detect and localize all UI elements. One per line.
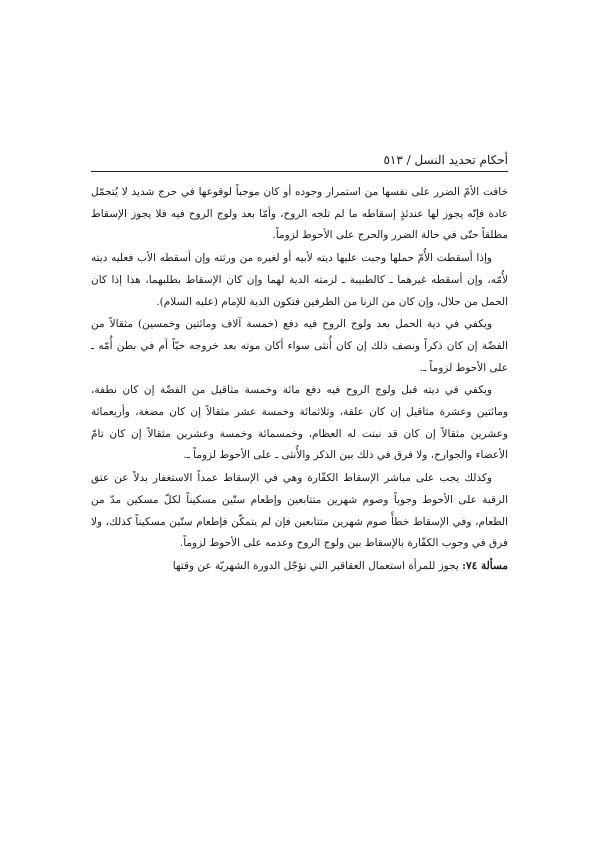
running-title: أحكام تحديد النسل / ٥١٣: [383, 153, 508, 167]
paragraph-4: ويكفي في ديته قبل ولوج الروح فيه دفع مائة وخمسة مثاقيل من الفضّة إن كان نطفة، ومائتين وعشرة مثاقيل إن كان علقة، وثلاثمائة وخمسة عشر مثقالاً إن كان مضغة، وأربعمائة وعشرين مثقالاً إن كان قد نبتت له العظام، وخمسمائة وخمسة وعشرين مثقالاً إن كان تامّ الأعضاء والجوارح، ولا فرق في ذلك بين الذكر والأُنثى ـ على الأحوط لزوماً ـ.: [91, 384, 508, 462]
issue-text: يجوز للمرأة استعمال العقاقير التي تؤجّل الدورة الشهريّة عن وقتها: [172, 559, 463, 572]
running-header: [91, 152, 508, 168]
paragraph-3: ويكفي في دية الحمل بعد ولوج الروح فيه دفع (خمسة آلاف ومائتين وخمسين) مثقالاً من الفضّة إن كان ذكراً ونصف ذلك إن كان أُنثى سواء أكان موته بعد خروجه حيّاً أم في بطن أُمّه ـ على الأحوط لزوماً ـ.: [91, 318, 508, 374]
paragraph-2: وإذا أسقطت الأُمّ حملها وجبت عليها ديته لأبيه أو لغيره من ورثته وإن أسقطه الأب فعليه ديته لأُمّه، وإن أسقطه غيرهما ـ كالطبيبة ـ لزمته الدية لهما وإن كان الإسقاط بطلبهما، هذا إذا كان الحمل من حلال، وإن كان من الزنا من الطرفين فتكون الدية للإمام (عليه السلام).: [91, 252, 508, 308]
paragraph-1: خافت الأمّ الضرر على نفسها من استمرار وجوده أو كان موجباً لوقوعها في حرج شديد لا يُتحمّل عادة فإنّه يجوز لها عندئذٍ إسقاطه ما لم تلجه الروح، وأمّا بعد ولوج الروح فيه فلا يجوز الإسقاط مطلقاً حتّى في حالة الضرر والحرج على الأحوط لزوماً.: [91, 186, 508, 242]
issue-paragraph: [91, 556, 508, 578]
paragraph-5: وكذلك يجب على مباشر الإسقاط الكفّارة وهي في الإسقاط عمداً الاستغفار بدلاً عن عتق الرقبة على الأحوط وجوباً وصوم شهرين متتابعين وإطعام ستّين مسكيناً لكلّ مسكين مدّ من الطعام، وفي الإسقاط خطأً صوم شهرين متتابعين فإن لم يتمكّن فإطعام ستّين مسكيناً كذلك، ولا فرق في وجوب الكفّارة بالإسقاط بين ولوج الروح وعدمه على الأحوط لزوماً.: [91, 472, 508, 550]
header-rule: [91, 171, 508, 172]
page-body: [91, 182, 508, 579]
issue-label: مسألة ٧٤:: [462, 559, 508, 572]
